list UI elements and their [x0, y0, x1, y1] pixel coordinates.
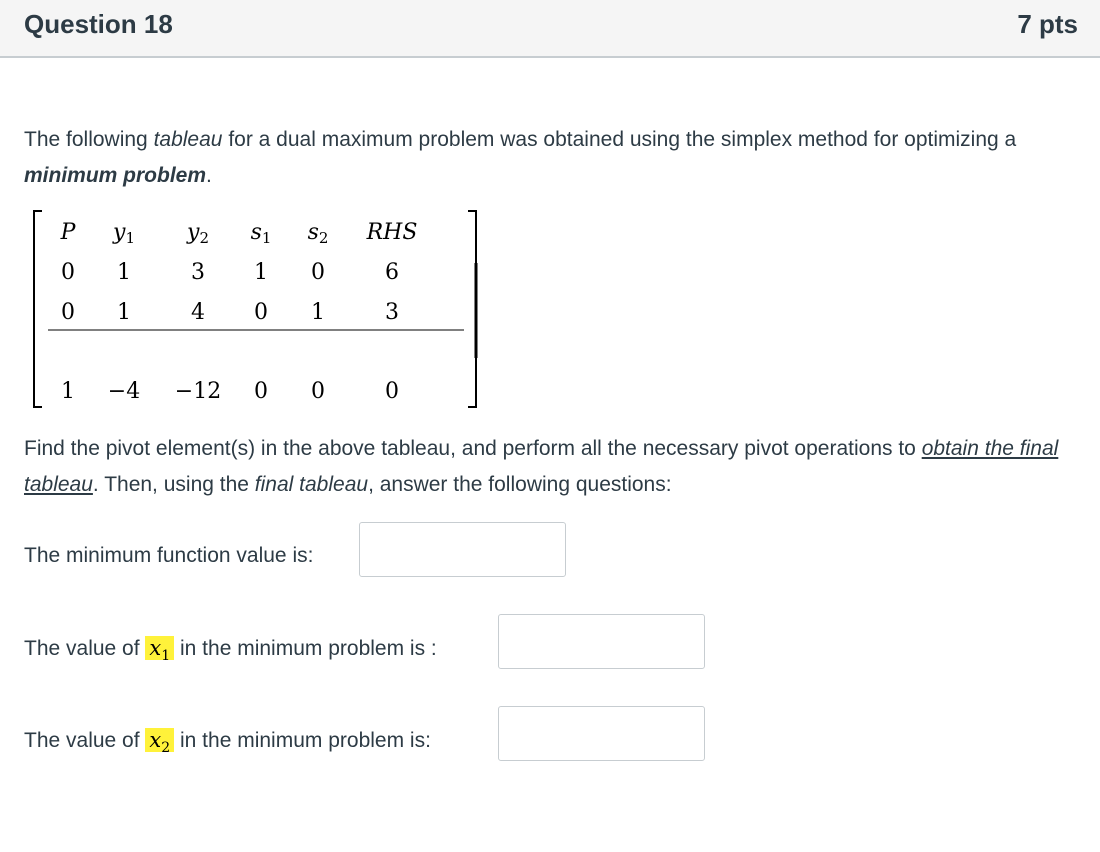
header-base: y — [187, 220, 200, 245]
tableau-cell: 0 — [254, 300, 268, 325]
tableau-objective-cell: 1 — [61, 379, 75, 404]
tableau-header: s1 — [250, 220, 272, 247]
x1-variable: $x_1$ — [145, 636, 174, 660]
x1-value-input[interactable] — [498, 614, 705, 669]
instructions-final-tableau: final tableau — [254, 473, 369, 496]
x1-label-post: in the minimum problem is : — [174, 637, 437, 660]
tableau-objective-cell: −12 — [174, 379, 222, 404]
final-tableau-link[interactable]: obtain the final tableau — [24, 437, 1059, 496]
tableau-cell: 0 — [61, 300, 75, 325]
header-base: s — [307, 220, 319, 245]
tableau-cell: 3 — [191, 260, 205, 285]
x2-label-post: in the minimum problem is: — [174, 729, 431, 752]
header-base: P — [60, 220, 76, 245]
tableau-objective-cell: 0 — [311, 379, 325, 404]
x1-label-pre: The value of — [24, 637, 146, 660]
x1-label — [24, 636, 437, 664]
instructions-text-1: Find the pivot element(s) in the above tableau, and perform all the necessary pivot operations to — [24, 437, 922, 460]
instructions — [24, 431, 1064, 503]
x2-label-pre: The value of — [24, 729, 146, 752]
tableau-header: y1 — [113, 220, 135, 247]
question-header — [0, 0, 1100, 58]
tableau-header: s2 — [307, 220, 329, 247]
tableau-objective-cell: 0 — [385, 379, 399, 404]
header-base: s — [250, 220, 262, 245]
header-base: y — [113, 220, 126, 245]
min-value-label: The minimum function value is: — [24, 544, 314, 567]
intro-text-2: for a dual maximum problem was obtained using the simplex method for optimizing a — [222, 128, 1017, 151]
tableau-objective-cell: 0 — [254, 379, 268, 404]
min-value-input[interactable] — [359, 522, 566, 577]
instructions-text-2: . Then, using the — [92, 473, 255, 496]
tableau-cell: 0 — [311, 260, 325, 285]
tableau-cell: 3 — [385, 300, 399, 325]
x2-variable: $x_2$ — [145, 728, 174, 752]
intro-text-3: . — [206, 164, 212, 187]
tableau-header — [366, 220, 418, 245]
x2-label — [24, 728, 431, 756]
intro-tableau-word: tableau — [153, 128, 223, 151]
intro-text-1: The following — [24, 128, 154, 151]
header-base: RHS — [366, 220, 418, 245]
simplex-tableau — [28, 208, 488, 413]
tableau-objective-cell: −4 — [107, 379, 141, 404]
question-title: Question 18 — [24, 9, 173, 39]
question-intro — [24, 122, 1064, 194]
tableau-cell: 1 — [117, 260, 131, 285]
intro-min-problem: minimum problem — [24, 164, 207, 187]
tableau-cell: 6 — [385, 260, 399, 285]
tableau-cell: 1 — [311, 300, 325, 325]
tableau-cell: 1 — [254, 260, 268, 285]
tableau-cell: 0 — [61, 260, 75, 285]
x2-value-input[interactable] — [498, 706, 705, 761]
tableau-cell: 4 — [191, 300, 205, 325]
tableau-header — [60, 220, 77, 245]
question-points: 7 pts — [1017, 9, 1078, 39]
instructions-text-3: , answer the following questions: — [368, 473, 672, 496]
left-bracket — [34, 211, 42, 407]
tableau-cell: 1 — [117, 300, 131, 325]
tableau-header: y2 — [187, 220, 209, 247]
